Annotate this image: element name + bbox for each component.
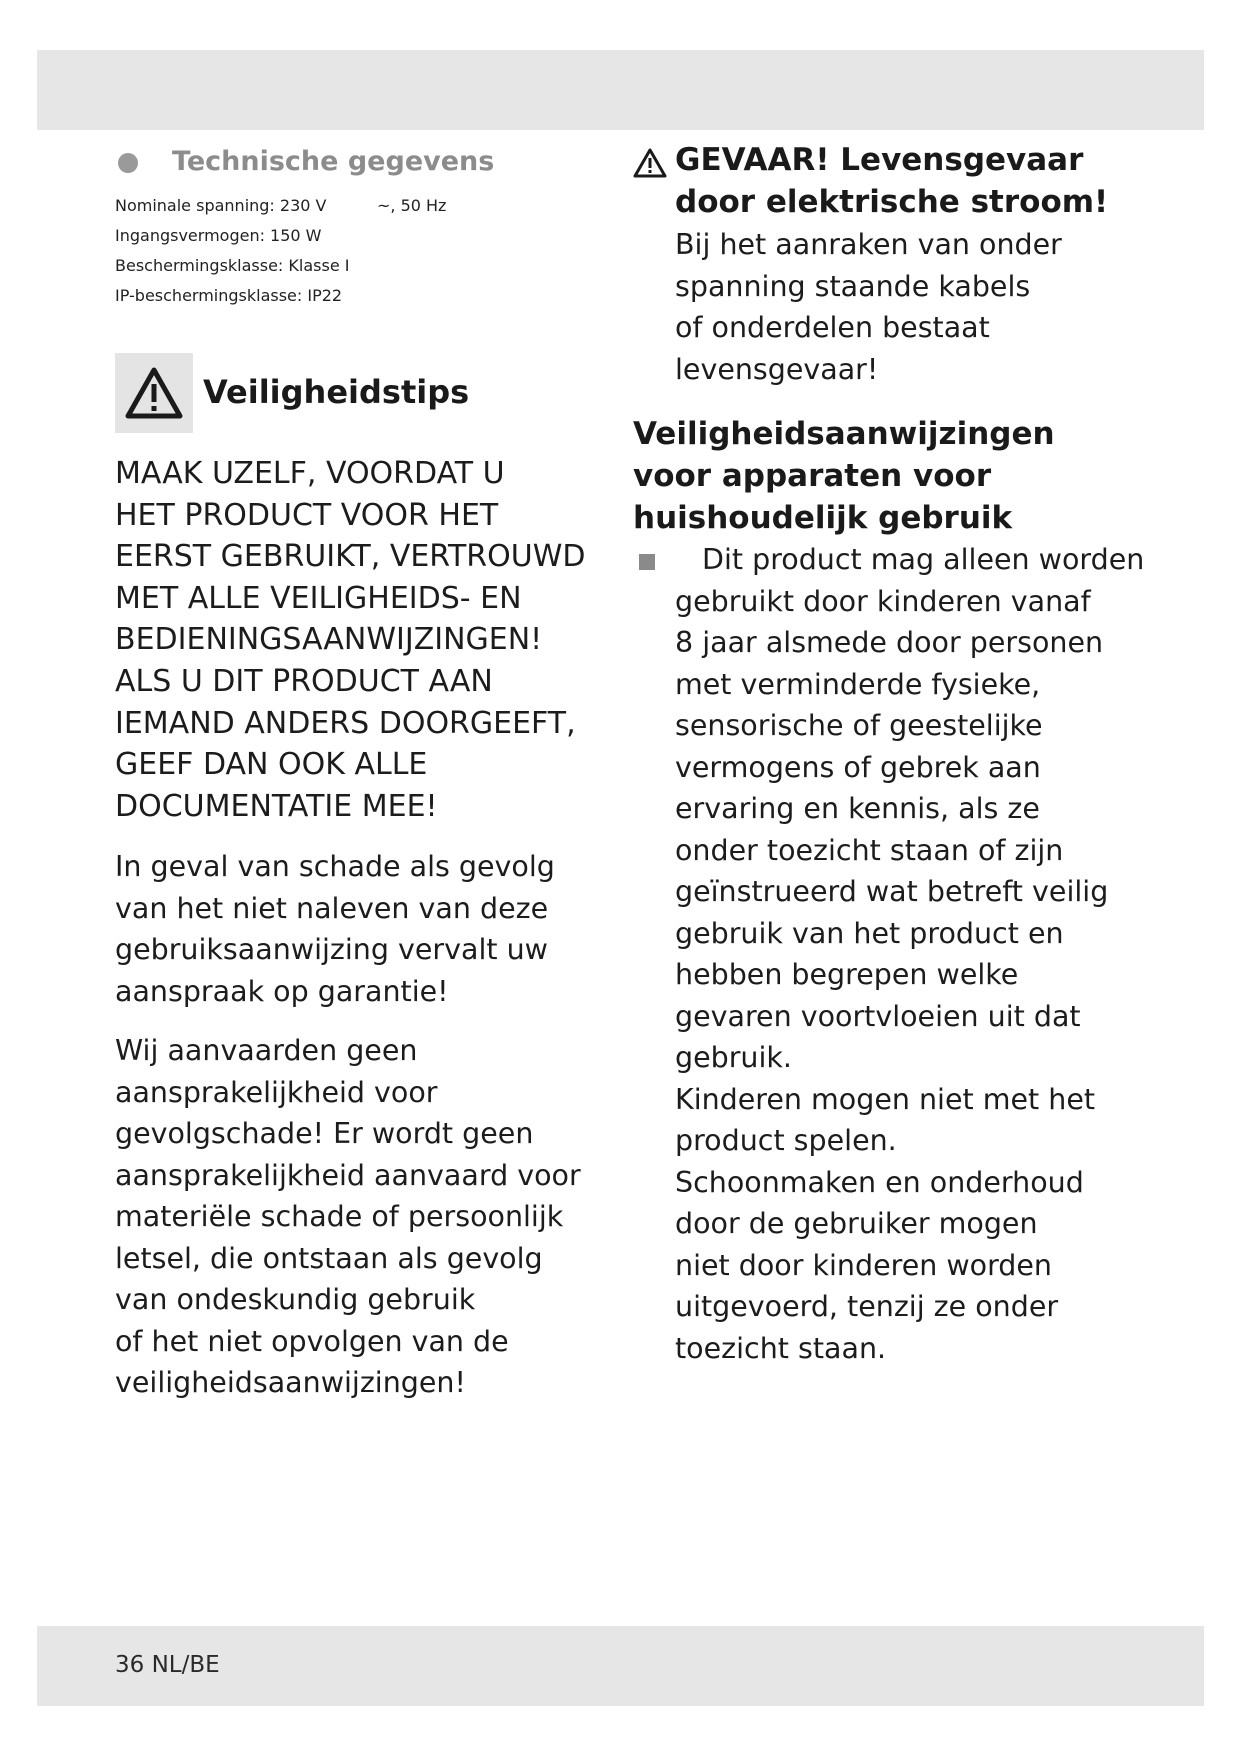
- spec-label: Beschermingsklasse: Klasse I: [115, 256, 350, 275]
- text-line: toezicht staan.: [675, 1331, 887, 1365]
- text-line: 8 jaar alsmede door personen: [675, 626, 1104, 659]
- list-item: [633, 539, 1153, 1369]
- danger-title-line: [633, 182, 1153, 224]
- text-line: gebruik.: [675, 1041, 792, 1074]
- spec-row: [115, 190, 615, 220]
- text-line: niet door kinderen worden: [675, 1248, 1052, 1282]
- warning-triangle-icon: [125, 367, 183, 419]
- danger-title: GEVAAR! Levensgevaar: [675, 142, 1084, 178]
- text-line: materiële schade of persoonlijk: [115, 1200, 564, 1234]
- text-line: geïnstrueerd wat betreft veilig: [675, 875, 1109, 908]
- text-line: veiligheidsaanwijzingen!: [115, 1366, 466, 1400]
- text-line: aansprakelijkheid aanvaard voor: [115, 1158, 581, 1192]
- text-line: Kinderen mogen niet met het: [675, 1082, 1096, 1116]
- left-column: [115, 140, 615, 1404]
- text-line: gebruiksaanwijzing vervalt uw: [115, 933, 548, 967]
- spec-row: [115, 220, 615, 250]
- text-line: EERST GEBRUIKT, VERTROUWD: [115, 539, 586, 575]
- spec-label: Nominale spanning: 230 V: [115, 196, 327, 215]
- text-line: letsel, die ontstaan als gevolg: [115, 1241, 543, 1275]
- text-line: van het niet naleven van deze: [115, 891, 549, 925]
- safety-caps-warning: [115, 453, 615, 827]
- square-bullet-icon: [639, 554, 655, 570]
- text-line: Wij aanvaarden geen: [115, 1034, 418, 1068]
- page-number: 36 NL/BE: [115, 1652, 220, 1678]
- technical-data-header: [115, 140, 615, 190]
- text-line: gebruik van het product en: [675, 916, 1064, 950]
- heading-line: huishoudelijk gebruik: [633, 500, 1013, 536]
- text-line: gebruikt door kinderen vanaf: [675, 584, 1091, 618]
- text-line: onder toezicht staan of zijn: [675, 833, 1064, 867]
- danger-title-line: [633, 140, 1153, 182]
- text-line: of het niet opvolgen van de: [115, 1324, 509, 1358]
- technical-data-title: Technische gegevens: [172, 146, 495, 177]
- spec-extra: ~, 50 Hz: [377, 196, 447, 215]
- text-line: product spelen.: [675, 1124, 897, 1157]
- text-line: BEDIENINGSAANWIJZINGEN!: [115, 622, 543, 658]
- heading-line: Veiligheidsaanwijzingen: [633, 416, 1055, 452]
- text-line: HET PRODUCT VOOR HET: [115, 497, 499, 533]
- text-line: MET ALLE VEILIGHEIDS- EN: [115, 580, 522, 616]
- spec-label: Ingangsvermogen: 150 W: [115, 226, 322, 245]
- liability-paragraph: [115, 1030, 615, 1404]
- text-line: ALS U DIT PRODUCT AAN: [115, 663, 493, 699]
- text-line: IEMAND ANDERS DOORGEEFT,: [115, 705, 576, 741]
- text-line: spanning staande kabels: [675, 269, 1031, 303]
- spec-label: IP-beschermingsklasse: IP22: [115, 286, 343, 305]
- text-line: levensgevaar!: [675, 352, 879, 386]
- text-line: DOCUMENTATIE MEE!: [115, 788, 438, 824]
- text-line: door de gebruiker mogen: [675, 1207, 1038, 1240]
- text-line: vermogens of gebrek aan: [675, 750, 1041, 784]
- text-line: MAAK UZELF, VOORDAT U: [115, 456, 505, 491]
- text-line: aansprakelijkheid voor: [115, 1075, 438, 1109]
- text-line: gevolgschade! Er wordt geen: [115, 1117, 534, 1151]
- header-band: [37, 50, 1204, 130]
- appliance-safety-heading: [633, 413, 1153, 539]
- text-line: met verminderde fysieke,: [675, 667, 1041, 701]
- text-line: ervaring en kennis, als ze: [675, 792, 1040, 825]
- text-line: uitgevoerd, tenzij ze onder: [675, 1290, 1059, 1323]
- text-line: Dit product mag alleen worden: [702, 543, 1145, 576]
- danger-body: [675, 224, 1153, 390]
- text-line: of onderdelen bestaat: [675, 311, 990, 344]
- warning-box: [115, 353, 193, 433]
- text-line: In geval van schade als gevolg: [115, 850, 555, 884]
- safety-tips-header: [115, 353, 615, 435]
- text-line: GEEF DAN OOK ALLE: [115, 747, 428, 783]
- danger-title-continued: door elektrische stroom!: [675, 184, 1109, 220]
- text-line: Bij het aanraken van onder: [675, 228, 1062, 261]
- spec-row: [115, 280, 615, 310]
- heading-line: voor apparaten voor: [633, 458, 992, 494]
- bullet-circle-icon: [118, 153, 138, 173]
- text-line: van ondeskundig gebruik: [115, 1283, 476, 1317]
- text-line: sensorische of geestelijke: [675, 709, 1043, 742]
- text-line: aanspraak op garantie!: [115, 974, 449, 1008]
- safety-tips-title: Veiligheidstips: [203, 373, 470, 411]
- right-column: [633, 140, 1153, 1369]
- text-line: Schoonmaken en onderhoud: [675, 1165, 1084, 1199]
- spec-row: [115, 250, 615, 280]
- text-line: gevaren voortvloeien uit dat: [675, 999, 1081, 1033]
- warranty-paragraph: [115, 846, 615, 1012]
- list-item-text: [633, 539, 1153, 1369]
- warning-triangle-icon: [633, 148, 667, 178]
- text-line: hebben begrepen welke: [675, 958, 1019, 991]
